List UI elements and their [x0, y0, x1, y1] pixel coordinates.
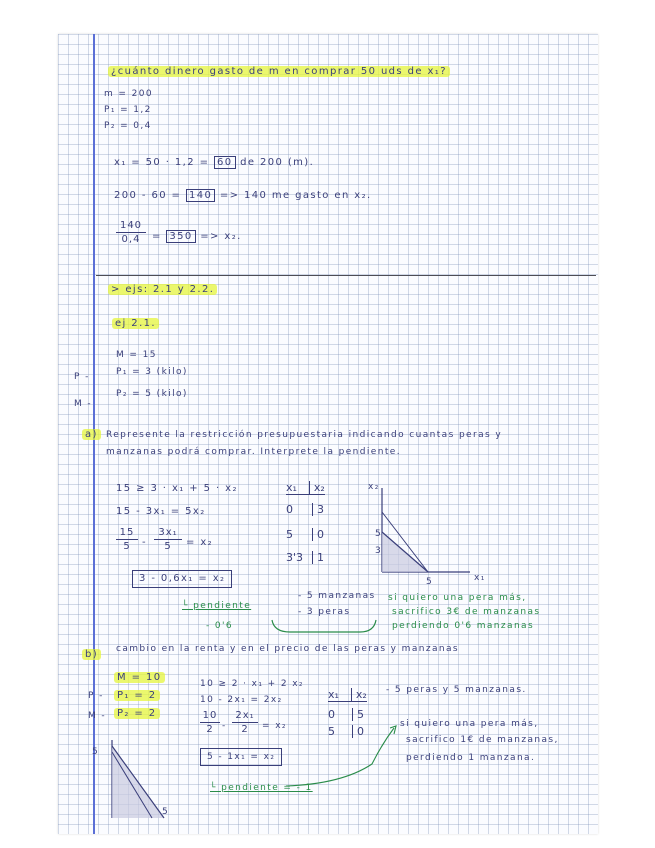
b-note-line2: sacrifico 1€ de manzanas, — [406, 735, 559, 745]
b-result-box: 5 - 1x₁ = x₂ — [200, 748, 282, 766]
b-summary: - 5 peras y 5 manzanas. — [386, 685, 527, 695]
b-equation-2: 10 - 2x₁ = 2x₂ — [200, 695, 283, 705]
a-axis-x-label: x₁ — [474, 573, 486, 583]
b-fraction-2x1-2: 2x₁ 2 — [232, 710, 258, 735]
a-y-tick-5: 5 — [375, 529, 383, 539]
table-row: 5 0 — [286, 528, 324, 541]
x2-result: = 350 => x₂. — [152, 231, 242, 242]
a-equation-2: 15 - 3x₁ = 5x₂ — [116, 506, 206, 517]
b-note-line1: si quiero una pera más, — [400, 719, 539, 729]
a-note-line2: sacrifico 3€ de manzanas — [392, 607, 541, 617]
income-value: M = 15 — [116, 350, 157, 360]
b-equation-1: 10 ≥ 2 · x₁ + 2 x₂ — [200, 679, 304, 689]
a-bullet-apples: - 5 manzanas — [298, 591, 376, 601]
subtraction-equation: 200 - 60 = 140 => 140 me gasto en x₂. — [114, 190, 372, 201]
table-row: 0 5 — [328, 708, 364, 721]
b-price2: P₂ = 2 — [114, 708, 160, 720]
b-fraction-tail: = x₂ — [262, 721, 287, 731]
p2-value: P₂ = 0,4 — [104, 121, 152, 131]
a-fraction-tail: = x₂ — [186, 537, 214, 548]
b-fraction-10-2: 10 2 — [200, 710, 220, 735]
a-fraction-3x1-5: 3x₁ 5 — [154, 527, 182, 552]
a-pendiente-label: └ pendiente — [182, 601, 252, 611]
question-title: ¿cuánto dinero gasto de m en comprar 50 uds de x₁? — [108, 66, 450, 78]
a-table-header-x1: x₁ — [286, 481, 297, 494]
b-side-label-m: M - — [88, 711, 107, 721]
a-axis-y-label: x₂ — [368, 482, 380, 492]
exercises-heading: > ejs: 2.1 y 2.2. — [108, 284, 217, 296]
m-value: m = 200 — [104, 89, 154, 99]
a-y-tick-3: 3 — [375, 546, 383, 556]
b-side-label-p: P - — [88, 691, 104, 701]
table-row: 5 0 — [328, 725, 364, 738]
part-a-text-line1: Represente la restricción presupuestaria indicando cuantas peras y — [106, 430, 503, 440]
a-brace — [270, 618, 380, 638]
a-pendiente-value: - 0'6 — [206, 621, 234, 631]
b-price1: P₁ = 2 — [114, 690, 160, 702]
b-note-line3: perdiendo 1 manzana. — [406, 753, 536, 763]
a-table-header-x2: x₂ — [309, 481, 325, 494]
part-a-text-line2: manzanas podrá comprar. Interprete la pendiente. — [106, 447, 401, 457]
a-result-box: 3 - 0,6x₁ = x₂ — [132, 570, 232, 588]
fraction-140-04: 140 0,4 — [116, 220, 146, 245]
table-row: 3'3 1 — [286, 551, 324, 564]
b-x-tick-5: 5 — [162, 807, 170, 817]
b-table-header-x2: x₂ — [351, 688, 367, 701]
b-pendiente: └ pendiente = - 1 — [210, 783, 313, 793]
b-arrow — [282, 724, 402, 790]
p1-value: P₁ = 1,2 — [104, 105, 152, 115]
price2-value: P₂ = 5 (kilo) — [116, 389, 188, 399]
a-note-line3: perdiendo 0'6 manzanas — [392, 621, 535, 631]
x1-equation: x₁ = 50 · 1,2 = 60 de 200 (m). — [114, 157, 315, 168]
part-a-label: a) — [82, 429, 101, 441]
side-label-p: P - — [74, 372, 90, 382]
a-x-tick-5: 5 — [426, 577, 434, 587]
a-bullet-pears: - 3 peras — [298, 607, 351, 617]
price1-value: P₁ = 3 (kilo) — [116, 367, 188, 377]
b-y-tick-5: 5 — [92, 747, 100, 757]
exercise-label: ej 2.1. — [112, 318, 159, 330]
part-b-text: cambio en la renta y en el precio de las peras y manzanas — [116, 644, 460, 654]
a-budget-graph — [370, 484, 470, 584]
b-minus: - — [222, 721, 227, 731]
section-divider — [96, 275, 596, 276]
part-b-label: b) — [82, 649, 101, 661]
a-note-line1: si quiero una pera más, — [388, 593, 527, 603]
b-table-header-x1: x₁ — [328, 688, 339, 701]
a-minus: - — [142, 537, 148, 548]
table-row: 0 3 — [286, 503, 324, 516]
a-table — [286, 481, 325, 564]
a-equation-1: 15 ≥ 3 · x₁ + 5 · x₂ — [116, 483, 238, 494]
b-income: M = 10 — [114, 672, 165, 684]
a-fraction-15-5: 15 5 — [116, 527, 138, 552]
side-label-m: M - — [74, 399, 93, 409]
